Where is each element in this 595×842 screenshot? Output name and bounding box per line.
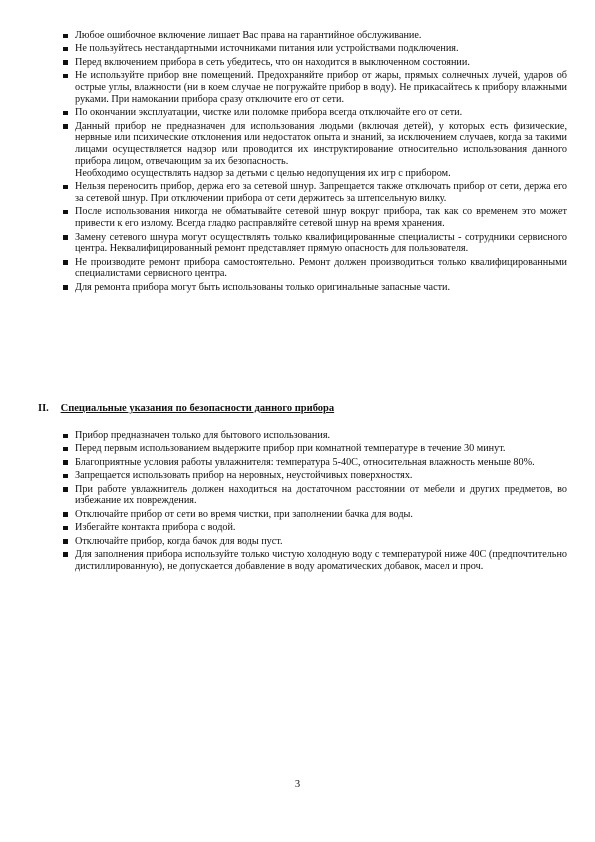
list-item-text: Не производите ремонт прибора самостоятельно. Ремонт должен производиться только квалифицированными специалистами сервисного центра. [75, 256, 567, 280]
list-item-text: При работе увлажнитель должен находиться на достаточном расстоянии от мебели и других предметов, во избежание их повреждения. [75, 483, 567, 507]
list-item-text: Отключайте прибор от сети во время чистки, при заполнении бачка для воды. [75, 508, 413, 520]
list-item [75, 430, 567, 442]
list-item [75, 484, 567, 508]
list-item-text: Любое ошибочное включение лишает Вас права на гарантийное обслуживание. [75, 30, 422, 41]
list-item [75, 470, 567, 482]
list-item [75, 509, 567, 521]
list-item [75, 443, 567, 455]
list-item [75, 107, 567, 119]
list-item-text: Избегайте контакта прибора с водой. [75, 522, 236, 534]
list-item [75, 549, 567, 573]
section-title: Специальные указания по безопасности данного прибора [60, 403, 335, 414]
list-item-text: Нельзя переносить прибор, держа его за сетевой шнур. Запрещается также отключать прибор от сети, держа его за сетевой шнур. При отключении прибора от сети держитесь за штепсельную вилку. [75, 181, 567, 204]
list-item-text: Не пользуйтесь нестандартными источниками питания или устройствами подключения. [75, 43, 459, 55]
section-number: II. [38, 403, 49, 414]
list-item [75, 121, 567, 180]
list-item [75, 457, 567, 469]
list-item-text: Прибор предназначен только для бытового использования. [75, 430, 331, 441]
list-item-text: Благоприятные условия работы увлажнителя: температура 5-40С, относительная влажность меньше 80%. [75, 456, 535, 468]
list-item [75, 70, 567, 105]
list-item [75, 30, 567, 42]
list-item [75, 282, 567, 294]
list-item-text: Не используйте прибор вне помещений. Предохраняйте прибор от жары, прямых солнечных лучей, ударов об острые углы, влажности (ни в коем случае не погружайте прибор в воду). Не прикасайтесь к прибору влажными руками. При намокании прибора сразу отключите его от сети. [75, 70, 567, 105]
list-item [75, 232, 567, 256]
list-item [75, 43, 567, 55]
list-item [75, 206, 567, 230]
list-item-note: Необходимо осуществлять надзор за детьми с целью недопущения их игр с прибором. [75, 167, 451, 179]
list-item-text: Запрещается использовать прибор на неровных, неустойчивых поверхностях. [75, 470, 413, 482]
list-item-text: Данный прибор не предназначен для использования людьми (включая детей), у которых есть физические, нервные или психические отклонения или недостаток опыта и знаний, за исключением случаев, когда за такими лицами осуществляется надзор или проводится их инструктирование относительно использования данного прибора лицом, отвечающим за их безопасность. [75, 120, 567, 167]
list-item-text: После использования никогда не обматывайте сетевой шнур вокруг прибора, так как со временем это может привести к его излому. Всегда гладко расправляйте сетевой шнур на время хранения. [75, 206, 567, 230]
special-instructions-list [75, 430, 567, 574]
list-item [75, 257, 567, 281]
list-item-text: По окончании эксплуатации, чистке или поломке прибора всегда отключайте его от сети. [75, 107, 463, 119]
list-item-text: Замену сетевого шнура могут осуществлять только квалифицированные специалисты - сотрудники сервисного центра. Неквалифицированный ремонт представляет прямую опасность для пользователя. [75, 231, 567, 255]
safety-instructions-list [75, 30, 567, 295]
list-item [75, 57, 567, 69]
list-item-text: Отключайте прибор, когда бачок для воды пуст. [75, 535, 283, 547]
list-item-text: Перед включением прибора в сеть убедитесь, что он находится в выключенном состоянии. [75, 56, 470, 68]
section-heading [38, 403, 568, 415]
list-item [75, 536, 567, 548]
page-number: 3 [294, 779, 301, 790]
list-item-text: Перед первым использованием выдержите прибор при комнатной температуре в течение 30 минут. [75, 443, 506, 455]
list-item-text: Для заполнения прибора используйте только чистую холодную воду с температурой ниже 40С (предпочтительно дистиллированную), не допускается добавление в воду ароматических добавок, масел и проч. [75, 548, 567, 572]
list-item [75, 522, 567, 534]
list-item [75, 181, 567, 205]
list-item-text: Для ремонта прибора могут быть использованы только оригинальные запасные части. [75, 281, 451, 293]
